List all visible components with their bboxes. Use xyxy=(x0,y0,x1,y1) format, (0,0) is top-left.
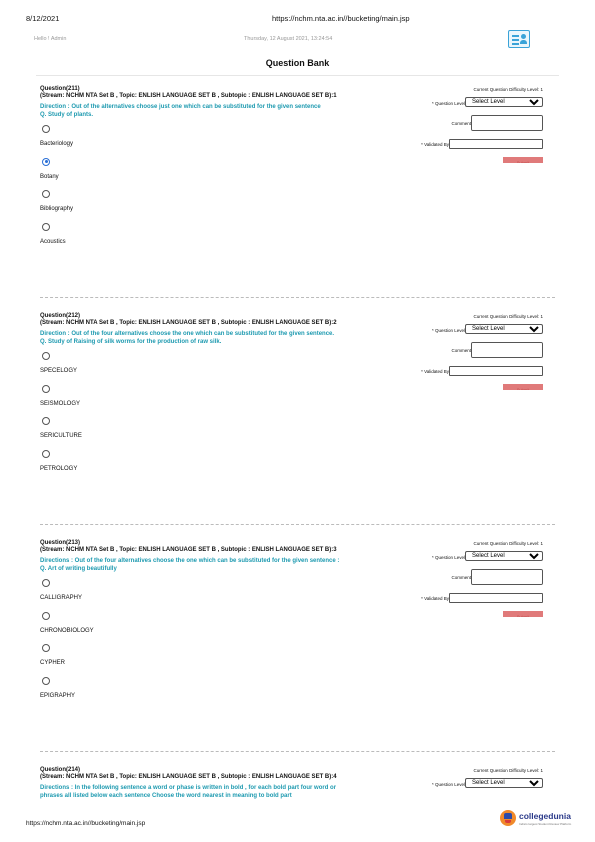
option-label: Bibliography xyxy=(40,206,74,212)
brand-tagline: India's largest Student Review Platform xyxy=(519,822,572,826)
option-radio[interactable] xyxy=(42,125,50,133)
question-level-label: * Question Level xyxy=(431,782,465,787)
comment-input[interactable] xyxy=(471,342,543,358)
direction-text: Direction : Out of the four alternatives choose the one which can be substituted for the given sentence. xyxy=(40,331,335,337)
option-label: SEISMOLOGY xyxy=(40,400,81,407)
option-label: SPECELOGY xyxy=(40,368,78,374)
validated-by-input[interactable] xyxy=(449,366,543,376)
option-label: EPIGRAPHY xyxy=(40,692,76,699)
submit-button[interactable]: Submit xyxy=(503,384,543,390)
option-radio-selected[interactable] xyxy=(42,158,50,166)
question-separator xyxy=(40,751,555,752)
question-text: Q. Art of writing beautifully xyxy=(40,565,117,572)
option xyxy=(40,417,555,450)
option xyxy=(40,385,555,418)
question-level-select[interactable] xyxy=(465,97,543,107)
current-difficulty: Current Question Difficulty Level: 1 xyxy=(473,541,543,546)
option-radio[interactable] xyxy=(42,417,50,425)
validated-by-label: * Validated By xyxy=(421,142,449,147)
title-divider xyxy=(36,75,559,76)
comment-input[interactable] xyxy=(471,569,543,585)
greeting: Hello ! Admin xyxy=(34,36,67,42)
question-meta: (Stream: NCHM NTA Set B , Topic: ENLISH LANGUAGE SET B , Subtopic : ENLISH LANGUAGE SET B):3 xyxy=(40,547,337,553)
question-direction xyxy=(40,785,340,800)
option-radio[interactable] xyxy=(42,352,50,360)
submit-button[interactable]: Submit xyxy=(503,157,543,163)
comment-label: Comment xyxy=(451,348,471,353)
validated-by-label: * Validated By xyxy=(421,596,449,601)
question-meta: (Stream: NCHM NTA Set B , Topic: ENLISH LANGUAGE SET B , Subtopic : ENLISH LANGUAGE SET B):2 xyxy=(40,320,337,326)
current-difficulty: Current Question Difficulty Level: 1 xyxy=(473,87,543,92)
question-number: Question(212) xyxy=(40,313,81,319)
validated-by-input[interactable] xyxy=(449,139,543,149)
question-block xyxy=(40,540,555,709)
question-separator xyxy=(40,297,555,298)
question-meta: (Stream: NCHM NTA Set B , Topic: ENLISH LANGUAGE SET B , Subtopic : ENLISH LANGUAGE SET B):1 xyxy=(40,93,337,99)
question-number: Question(214) xyxy=(40,767,81,773)
question-direction xyxy=(40,558,340,573)
comment-label: Comment xyxy=(451,575,471,580)
print-date: 8/12/2021 xyxy=(26,14,60,23)
option xyxy=(40,190,555,223)
validated-by-input[interactable] xyxy=(449,593,543,603)
print-header xyxy=(26,14,569,28)
option-radio[interactable] xyxy=(42,644,50,652)
page-title: Question Bank xyxy=(265,58,330,68)
current-difficulty: Current Question Difficulty Level: 1 xyxy=(473,314,543,319)
option-label: Bacteriology xyxy=(40,141,74,147)
option-radio[interactable] xyxy=(42,677,50,685)
current-difficulty: Current Question Difficulty Level: 1 xyxy=(473,768,543,773)
option-radio[interactable] xyxy=(42,190,50,198)
question-direction xyxy=(40,331,340,346)
option-radio[interactable] xyxy=(42,223,50,231)
question-separator xyxy=(40,524,555,525)
question-level-select[interactable] xyxy=(465,551,543,561)
option-radio[interactable] xyxy=(42,385,50,393)
comment-label: Comment xyxy=(451,121,471,126)
validated-by-label: * Validated By xyxy=(421,369,449,374)
print-url: https://nchm.nta.ac.in//bucketing/main.jsp xyxy=(272,14,410,23)
print-footer-url: https://nchm.nta.ac.in//bucketing/main.jsp xyxy=(26,820,146,827)
option xyxy=(40,677,555,710)
question-level-select[interactable] xyxy=(465,324,543,334)
direction-text: Directions : In the following sentence a word or phase is written in bold , for each bold part four word or phrases all listed below each sentence Choose the word nearest in meaning to bold part xyxy=(40,785,337,799)
question-block xyxy=(40,767,555,800)
question-level-label: * Question Level xyxy=(431,328,465,333)
question-text: Q. Study of plants. xyxy=(40,111,94,118)
timestamp: Thursday, 12 August 2021, 13:24:54 xyxy=(244,36,333,42)
direction-text: Directions : Out of the four alternatives choose the one which can be substituted for the given sentence : xyxy=(40,558,340,564)
app-header xyxy=(34,36,561,50)
brand-name: collegedunia xyxy=(519,811,571,821)
collegedunia-logo xyxy=(500,808,584,830)
question-number: Question(213) xyxy=(40,540,81,546)
option xyxy=(40,644,555,677)
option-label: Acoustics xyxy=(40,238,66,245)
collegedunia-logo-icon xyxy=(500,810,516,826)
option-radio[interactable] xyxy=(42,579,50,587)
option-label: Botany xyxy=(40,173,59,180)
question-level-label: * Question Level xyxy=(431,101,465,106)
option-label: CHRONOBIOLOGY xyxy=(40,627,94,634)
option-radio[interactable] xyxy=(42,612,50,620)
direction-text: Direction : Out of the alternatives choose just one which can be substituted for the given sentence xyxy=(40,104,321,110)
option-label: PETROLOGY xyxy=(40,465,78,472)
question-meta: (Stream: NCHM NTA Set B , Topic: ENLISH LANGUAGE SET B , Subtopic : ENLISH LANGUAGE SET B):4 xyxy=(40,774,337,780)
question-level-label: * Question Level xyxy=(431,555,465,560)
id-card-icon[interactable] xyxy=(508,30,530,48)
option xyxy=(40,450,555,483)
question-text: Q. Study of Raising of silk worms for the production of raw silk. xyxy=(40,338,222,345)
question-block xyxy=(40,86,555,255)
submit-button[interactable]: Submit xyxy=(503,611,543,617)
option xyxy=(40,223,555,256)
option-label: CALLIGRAPHY xyxy=(40,595,83,601)
option-label: SERICULTURE xyxy=(40,433,82,439)
comment-input[interactable] xyxy=(471,115,543,131)
option-label: CYPHER xyxy=(40,660,66,666)
question-direction xyxy=(40,104,340,119)
option xyxy=(40,158,555,191)
question-number: Question(211) xyxy=(40,86,80,92)
option-radio[interactable] xyxy=(42,450,50,458)
question-block xyxy=(40,313,555,482)
option xyxy=(40,612,555,645)
question-level-select[interactable] xyxy=(465,778,543,788)
